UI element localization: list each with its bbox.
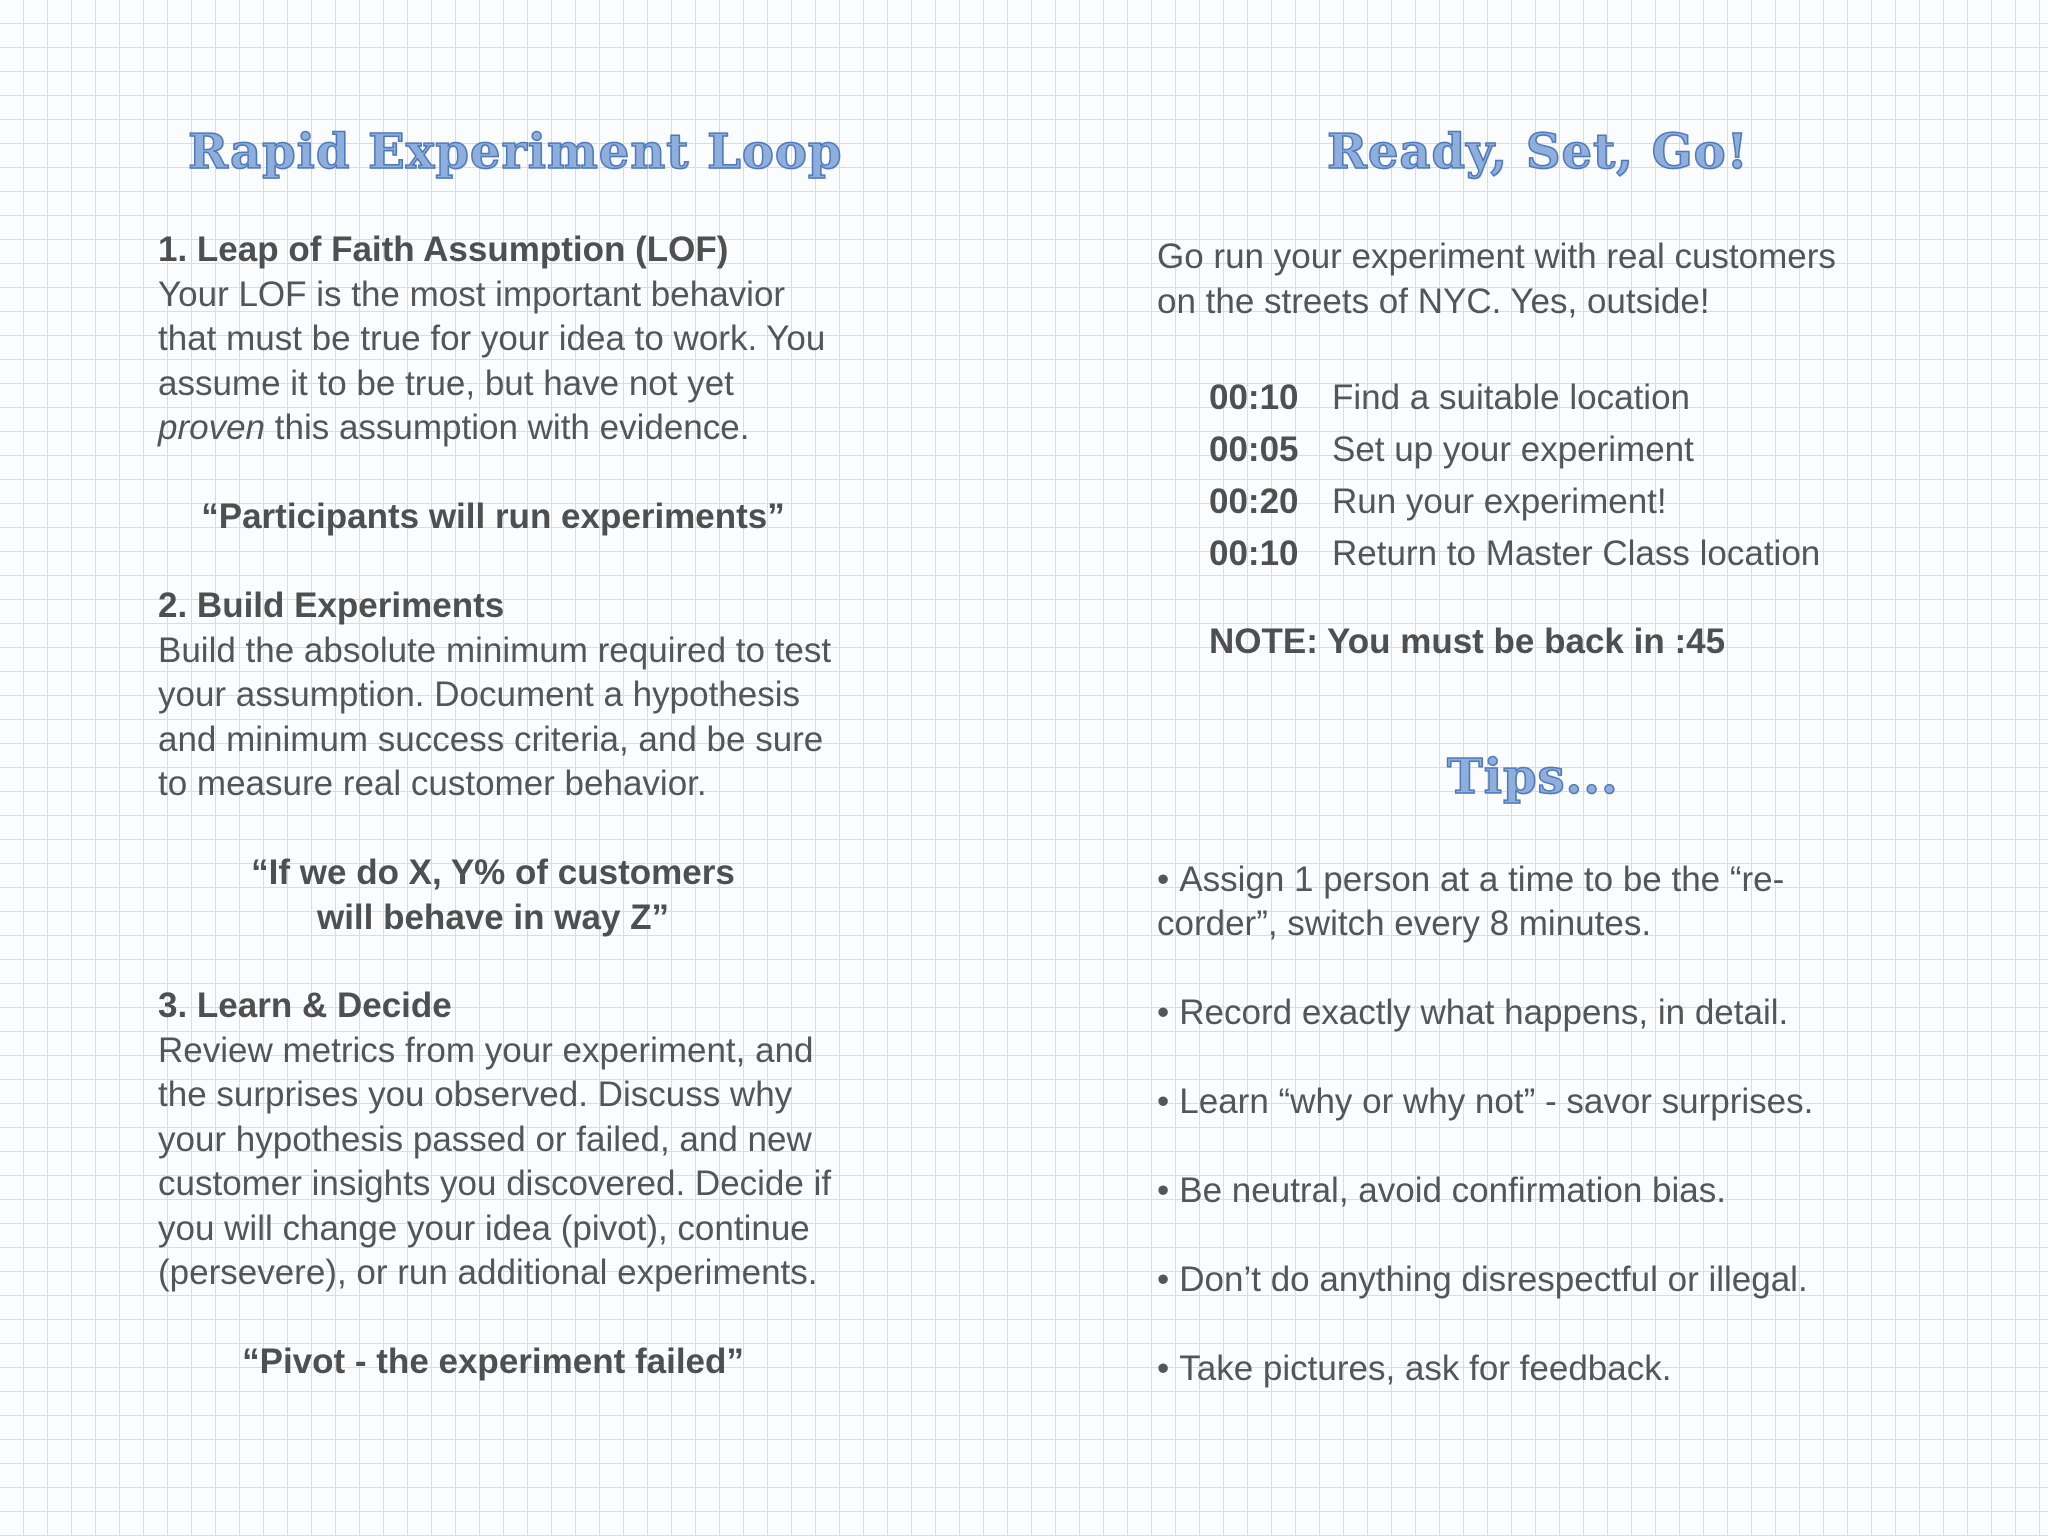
schedule-time: 00:10 (1209, 534, 1299, 573)
step1-line: Your LOF is the most important behavior (158, 274, 786, 314)
bullet-icon: • (1157, 993, 1170, 1032)
schedule-task: Return to Master Class location (1332, 534, 1821, 573)
step3-line: you will change your idea (pivot), continue (158, 1208, 810, 1248)
schedule-task: Set up your experiment (1332, 430, 1694, 469)
step1-quote: “Participants will run experiments” (201, 497, 785, 536)
schedule-task: Find a suitable location (1332, 378, 1690, 417)
step1-emphasis: proven (158, 408, 266, 447)
tip-text: Be neutral, avoid confirmation bias. (1179, 1171, 1726, 1210)
schedule-row (1209, 532, 1820, 577)
step1-line: that must be true for your idea to work. You (158, 319, 826, 358)
tip-item (1157, 1169, 1726, 1214)
tips-title: Tips... (1447, 749, 1619, 805)
tip-item (1157, 1080, 1813, 1125)
tip-item-continued (1157, 902, 1651, 947)
step3-line: your hypothesis passed or failed, and new (158, 1119, 812, 1159)
tip-text: Assign 1 person at a time to be the “re- (1179, 860, 1785, 899)
return-note: NOTE: You must be back in :45 (1209, 622, 1726, 661)
step2-quote (158, 851, 828, 940)
step3-quote: “Pivot - the experiment failed” (242, 1342, 744, 1381)
schedule-row (1209, 480, 1667, 525)
schedule-time: 00:20 (1209, 482, 1299, 521)
step1-line (158, 406, 825, 451)
bullet-icon: • (1157, 1171, 1170, 1210)
intro-line: Go run your experiment with real customers (1157, 237, 1836, 276)
step1-section (158, 228, 825, 451)
step1-line: assume it to be true, but have not yet (158, 363, 734, 403)
step2-quote-line: will behave in way Z” (316, 897, 670, 937)
tip-item (1157, 991, 1788, 1036)
schedule-row (1209, 376, 1690, 421)
rapid-experiment-loop-title: Rapid Experiment Loop (188, 124, 843, 180)
step2-section (158, 584, 831, 807)
intro-text (1157, 235, 1836, 324)
tip-text: Record exactly what happens, in detail. (1179, 993, 1789, 1032)
step3-line: (persevere), or run additional experiments. (158, 1253, 818, 1292)
schedule-row (1209, 428, 1694, 473)
tip-text: Learn “why or why not” - savor surprises. (1179, 1082, 1814, 1121)
step2-line: Build the absolute minimum required to test (158, 630, 832, 670)
step2-line: and minimum success criteria, and be sure (158, 719, 824, 759)
step2-quote-line: “If we do X, Y% of customers (251, 853, 735, 892)
tip-text: Don’t do anything disrespectful or illegal. (1179, 1260, 1808, 1299)
schedule-time: 00:05 (1209, 430, 1299, 469)
step3-heading: 3. Learn & Decide (158, 986, 452, 1025)
step2-line: your assumption. Document a hypothesis (158, 675, 800, 714)
bullet-icon: • (1157, 1260, 1170, 1299)
step1-line-rest: this assumption with evidence. (265, 408, 750, 447)
ready-set-go-title: Ready, Set, Go! (1327, 124, 1749, 180)
step3-line: customer insights you discovered. Decide if (158, 1164, 832, 1203)
tip-text: Take pictures, ask for feedback. (1179, 1349, 1672, 1388)
step3-line: the surprises you observed. Discuss why (158, 1075, 793, 1114)
bullet-icon: • (1157, 860, 1170, 899)
bullet-icon: • (1157, 1349, 1170, 1388)
step3-line: Review metrics from your experiment, and (158, 1030, 814, 1070)
tip-item (1157, 1347, 1671, 1392)
step2-heading: 2. Build Experiments (158, 586, 505, 625)
tip-item (1157, 1258, 1808, 1303)
tip-text: corder”, switch every 8 minutes. (1157, 904, 1652, 943)
schedule-task: Run your experiment! (1332, 482, 1667, 521)
tip-item (1157, 858, 1784, 903)
intro-line: on the streets of NYC. Yes, outside! (1157, 281, 1710, 321)
step1-heading: 1. Leap of Faith Assumption (LOF) (158, 230, 729, 269)
step2-line: to measure real customer behavior. (158, 764, 707, 803)
step3-section (158, 984, 831, 1296)
schedule-time: 00:10 (1209, 378, 1299, 417)
bullet-icon: • (1157, 1082, 1170, 1121)
